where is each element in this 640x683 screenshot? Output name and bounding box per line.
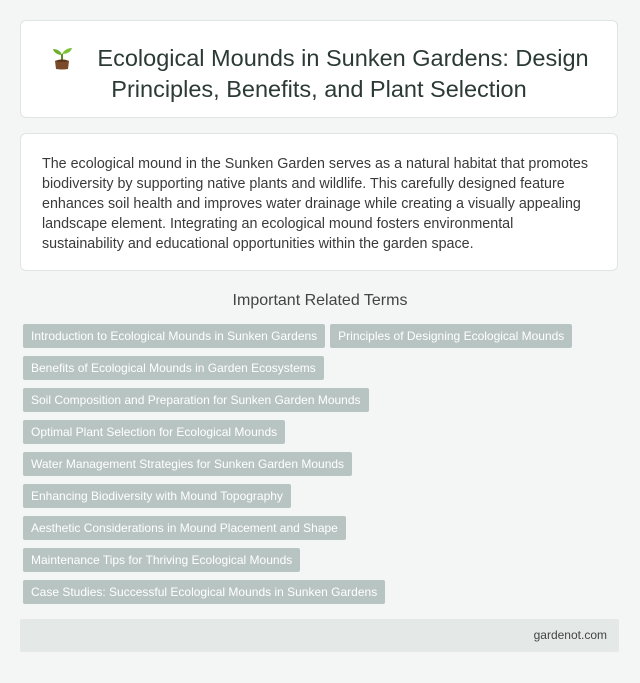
related-term-tag[interactable]: Aesthetic Considerations in Mound Placement and Shape bbox=[23, 516, 346, 540]
tag-row bbox=[23, 388, 603, 420]
footer-bar bbox=[20, 619, 619, 652]
related-term-tag[interactable]: Enhancing Biodiversity with Mound Topography bbox=[23, 484, 291, 508]
tag-row bbox=[23, 324, 603, 356]
tag-row bbox=[23, 356, 603, 388]
title-card bbox=[20, 20, 618, 118]
title-row bbox=[21, 43, 617, 105]
related-term-tag[interactable]: Soil Composition and Preparation for Sunken Garden Mounds bbox=[23, 388, 369, 412]
related-terms-list bbox=[23, 324, 603, 612]
tag-row bbox=[23, 452, 603, 484]
tag-row bbox=[23, 548, 603, 580]
tag-row bbox=[23, 580, 603, 612]
related-term-tag[interactable]: Introduction to Ecological Mounds in Sunken Gardens bbox=[23, 324, 325, 348]
description-card bbox=[20, 133, 618, 271]
related-term-tag[interactable]: Maintenance Tips for Thriving Ecological Mounds bbox=[23, 548, 300, 572]
tag-row bbox=[23, 484, 603, 516]
related-terms-heading: Important Related Terms bbox=[232, 292, 408, 309]
related-term-tag[interactable]: Principles of Designing Ecological Mounds bbox=[330, 324, 572, 348]
related-term-tag[interactable]: Benefits of Ecological Mounds in Garden Ecosystems bbox=[23, 356, 324, 380]
related-term-tag[interactable]: Case Studies: Successful Ecological Mounds in Sunken Gardens bbox=[23, 580, 385, 604]
tag-row bbox=[23, 516, 603, 548]
tag-row bbox=[23, 420, 603, 452]
related-term-tag[interactable]: Water Management Strategies for Sunken Garden Mounds bbox=[23, 452, 352, 476]
page-title: Ecological Mounds in Sunken Gardens: Design Principles, Benefits, and Plant Selection bbox=[97, 45, 589, 102]
description-text: The ecological mound in the Sunken Garden serves as a natural habitat that promotes biodiversity by supporting native plants and wildlife. This carefully designed feature enhances soil health and improves water drainage while creating a visually appealing landscape element. Integrating an ecological mound fosters environmental sustainability and educational opportunities within the garden space. bbox=[42, 156, 588, 252]
sprout-icon bbox=[49, 44, 75, 70]
related-term-tag[interactable]: Optimal Plant Selection for Ecological Mounds bbox=[23, 420, 285, 444]
footer-site-link[interactable]: gardenot.com bbox=[533, 628, 607, 642]
